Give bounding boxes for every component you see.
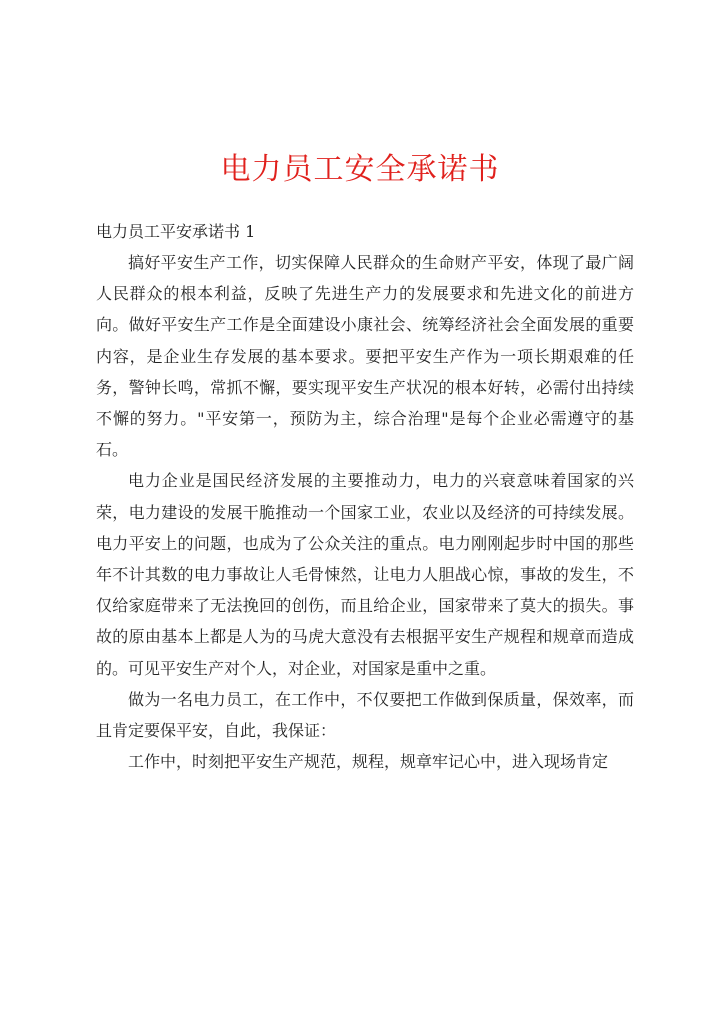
- paragraph-4: 工作中，时刻把平安生产规范，规程，规章牢记心中，进入现场肯定: [128, 752, 609, 772]
- paragraph-3: 做为一名电力员工，在工作中，不仅要把工作做到保质量，保效率，而且肯定要保平安，自此，我保证：: [96, 689, 634, 741]
- document-title: 电力员工安全承诺书: [220, 152, 500, 187]
- paragraph-2: 电力企业是国民经济发展的主要推动力，电力的兴衰意味着国家的兴荣，电力建设的发展干脆推动一个国家工业，农业以及经济的可持续发展。电力平安上的问题，也成为了公众关注的重点。电力刚刚起步时中国的那些年不计其数的电力事故让人毛骨悚然，让电力人胆战心惊，事故的发生，不仅给家庭带来了无法挽回的创伤，而且给企业，国家带来了莫大的损失。事故的原由基本上都是人为的马虎大意没有去根据平安生产规程和规章而造成的。可见平安生产对个人，对企业，对国家是重中之重。: [96, 471, 634, 678]
- document-body: [96, 216, 634, 777]
- section-subheading: 电力员工平安承诺书 1: [96, 222, 256, 241]
- paragraph-1: 搞好平安生产工作，切实保障人民群众的生命财产平安，体现了最广阔人民群众的根本利益，反映了先进生产力的发展要求和先进文化的前进方向。做好平安生产工作是全面建设小康社会、统筹经济社会全面发展的重要内容，是企业生存发展的基本要求。要把平安生产作为一项长期艰难的任务，警钟长鸣，常抓不懈，要实现平安生产状况的根本好转，必需付出持续不懈的努力。"平安第一，预防为主，综合治理"是每个企业必需遵守的基石。: [96, 253, 634, 460]
